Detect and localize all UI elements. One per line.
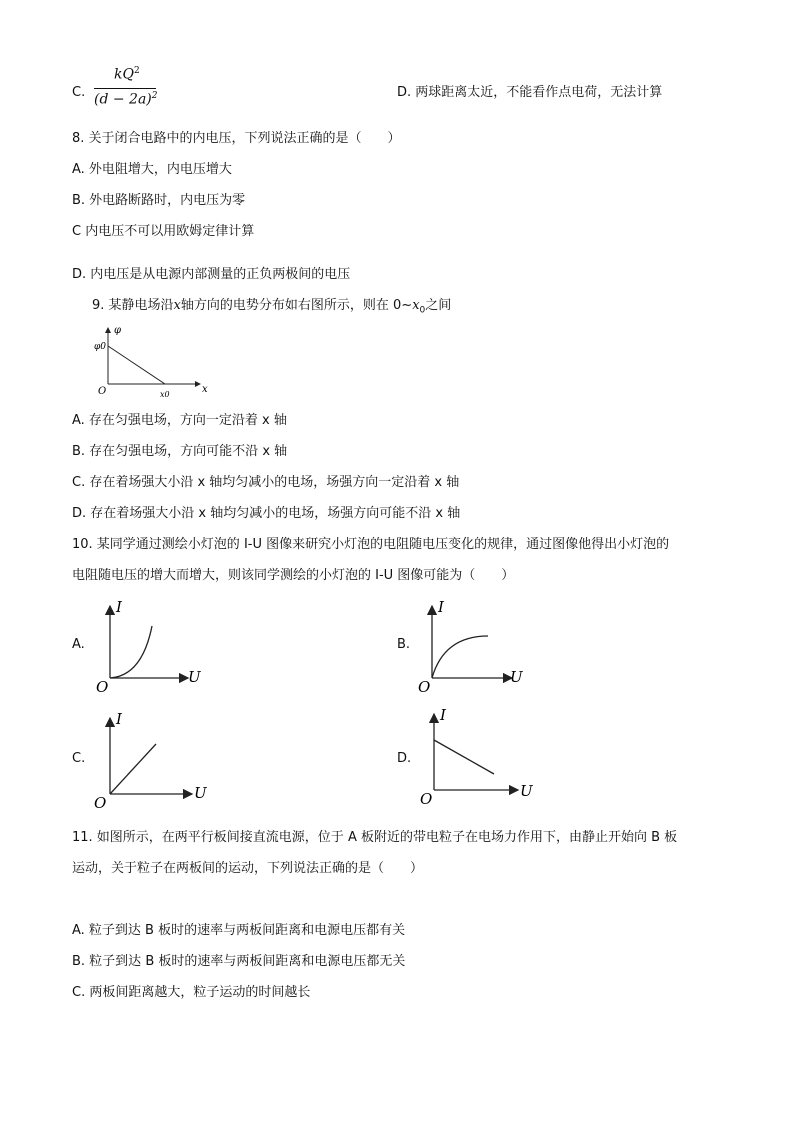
q10d-origin: O xyxy=(420,790,433,806)
q9-x0-label: x0 xyxy=(160,390,170,399)
q9-origin-label: O xyxy=(98,386,107,397)
q10-stem-line2: 电阻随电压的增大而增大，则该同学测绘的小灯泡的 I-U 图像可能为（ ） xyxy=(72,568,515,583)
q8-stem: 8. 关于闭合电路中的内电压，下列说法正确的是（ ） xyxy=(72,131,401,146)
q11-stem-line2: 运动，关于粒子在两板间的运动，下列说法正确的是（ ） xyxy=(72,861,424,876)
q11-option-b: B. 粒子到达 B 板时的速率与两板间距离和电源电压都无关 xyxy=(72,954,406,969)
q10b-curve xyxy=(432,636,488,678)
q8-option-b: B. 外电路断路时，内电压为零 xyxy=(72,193,246,208)
q7-c-num-exponent: 2 xyxy=(133,66,140,76)
q10-graph-d-label: D. xyxy=(397,751,412,766)
q10a-x-label: U xyxy=(188,668,201,686)
q9-option-c: C. 存在着场强大小沿 x 轴均匀减小的电场，场强方向一定沿着 x 轴 xyxy=(72,475,460,490)
q9-potential-line xyxy=(108,346,165,384)
q10-graph-a xyxy=(90,598,210,698)
q7-c-denominator: (d − 2a) xyxy=(94,91,152,108)
q7-option-c-label: C. xyxy=(72,85,86,100)
q11-stem-line1: 11. 如图所示，在两平行板间接直流电源，位于 A 板附近的带电粒子在电场力作用下，由静止开始向 B 板 xyxy=(72,830,678,845)
q9-potential-graph xyxy=(90,324,220,402)
q9-stem-pre: 9. 某静电场沿 xyxy=(92,298,174,313)
q10a-y-label: I xyxy=(116,598,122,616)
q10d-y-label: I xyxy=(440,706,446,724)
q11-option-c: C. 两板间距离越大，粒子运动的时间越长 xyxy=(72,985,311,1000)
q10d-line xyxy=(434,740,494,774)
q9-option-b: B. 存在匀强电场，方向可能不沿 x 轴 xyxy=(72,444,288,459)
q10b-y-label: I xyxy=(438,598,444,616)
q7-c-numerator: kQ xyxy=(114,66,134,83)
q9-stem-x: x xyxy=(173,298,181,313)
q10-graph-c xyxy=(90,710,214,810)
q8-option-a: A. 外电阻增大，内电压增大 xyxy=(72,162,232,177)
q10-graph-b-label: B. xyxy=(397,637,411,652)
q10-graph-b xyxy=(414,598,534,698)
q9-option-d: D. 存在着场强大小沿 x 轴均匀减小的电场，场强方向可能不沿 x 轴 xyxy=(72,506,461,521)
q9-stem xyxy=(92,297,451,320)
q10b-origin: O xyxy=(418,678,431,696)
q10c-y-label: I xyxy=(116,710,122,728)
q10c-x-label: U xyxy=(194,784,207,802)
q9-stem-post: 之间 xyxy=(425,298,452,313)
q7-option-c-fraction xyxy=(92,66,162,112)
q9-x-label: x xyxy=(202,384,208,395)
q7-option-d: D. 两球距离太近，不能看作点电荷，无法计算 xyxy=(397,85,663,100)
q8-option-c: C 内电压不可以用欧姆定律计算 xyxy=(72,224,255,239)
q7-c-fraction-bar xyxy=(94,88,156,89)
q9-y0-label: φ0 xyxy=(94,342,107,352)
q9-stem-x0: x xyxy=(412,298,420,313)
q8-option-d: D. 内电压是从电源内部测量的正负两极间的电压 xyxy=(72,267,351,282)
q10d-x-label: U xyxy=(520,782,533,800)
q10-graph-c-label: C. xyxy=(72,751,86,766)
q9-stem-sub: 0 xyxy=(419,305,426,316)
q10c-line xyxy=(110,744,156,794)
q9-option-a: A. 存在匀强电场，方向一定沿着 x 轴 xyxy=(72,413,287,428)
q9-stem-mid: 轴方向的电势分布如右图所示，则在 0~ xyxy=(180,298,413,313)
q10a-origin: O xyxy=(96,678,109,696)
q11-option-a: A. 粒子到达 B 板时的速率与两板间距离和电源电压都有关 xyxy=(72,923,406,938)
q10a-curve xyxy=(110,626,152,678)
q10-stem-line1: 10. 某同学通过测绘小灯泡的 I-U 图像来研究小灯泡的电阻随电压变化的规律，通过图像他得出小灯泡的 xyxy=(72,537,670,552)
q10b-x-label: U xyxy=(510,668,523,686)
q10-graph-a-label: A. xyxy=(72,637,85,652)
q7-c-den-exponent: 2 xyxy=(151,91,158,101)
q9-y-label: φ xyxy=(114,325,122,336)
q10-graph-d xyxy=(414,706,540,806)
q10c-origin: O xyxy=(94,794,107,810)
